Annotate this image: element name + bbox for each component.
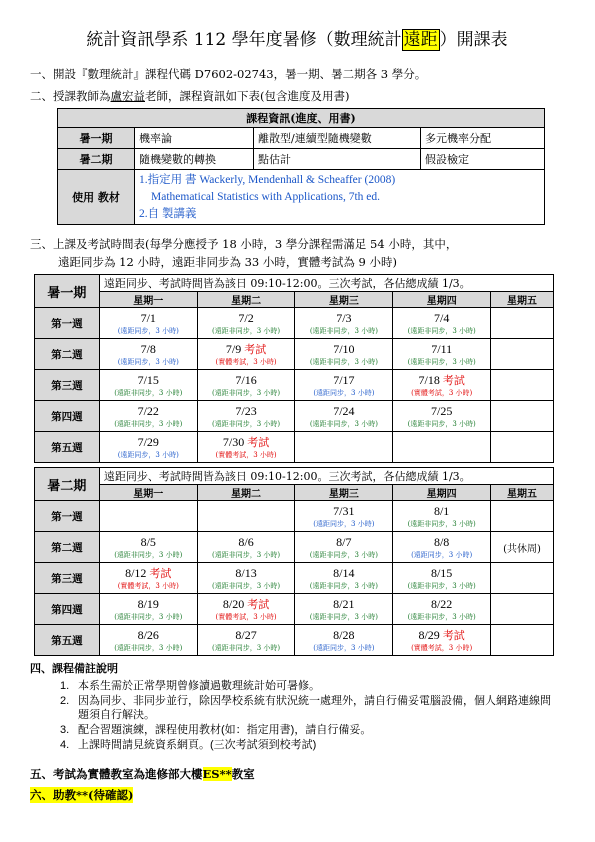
schedule-cell xyxy=(295,625,393,656)
class-date xyxy=(295,597,392,612)
class-date xyxy=(100,597,197,612)
section-4-heading: 四、課程備註說明 xyxy=(30,662,118,675)
term-label: 暑二期 xyxy=(35,468,100,501)
class-date xyxy=(393,566,490,581)
info-term-2-topic-c: 假設檢定 xyxy=(421,149,545,170)
session-type-note: (遠距非同步，3 小時) xyxy=(407,357,476,366)
schedule-cell xyxy=(393,532,491,563)
schedule-cell xyxy=(491,370,554,401)
schedule-term-2-table xyxy=(34,467,554,656)
date-text: 7/23 xyxy=(235,403,257,418)
schedule-cell xyxy=(99,594,197,625)
date-text: 8/5 xyxy=(140,534,156,549)
schedule-cell xyxy=(393,563,491,594)
date-text: 7/4 xyxy=(434,310,450,325)
weekday-header: 星期三 xyxy=(295,485,393,501)
class-date xyxy=(198,597,295,612)
schedule-cell xyxy=(295,532,393,563)
class-date xyxy=(295,628,392,643)
exam-room: ES** xyxy=(202,767,232,781)
schedule-cell xyxy=(295,401,393,432)
date-text: 8/13 xyxy=(235,565,257,580)
section-5-post: 教室 xyxy=(231,767,255,781)
schedule-cell xyxy=(295,501,393,532)
session-type-note: (實體考試，3 小時) xyxy=(411,388,473,397)
date-text: 7/15 xyxy=(137,372,159,387)
class-date xyxy=(100,628,197,643)
schedule-cell xyxy=(197,625,295,656)
schedule-cell xyxy=(491,532,554,563)
session-type-note: (遠距非同步，3 小時) xyxy=(114,388,183,397)
textbook-cell xyxy=(135,170,545,225)
schedule-cell xyxy=(197,370,295,401)
session-type-note: (實體考試，3 小時) xyxy=(117,581,179,590)
weekday-header: 星期二 xyxy=(197,292,295,308)
schedule-cell xyxy=(393,370,491,401)
textbook-line-1: 1.指定用 書 Wackerly, Mendenhall & Scheaffer (2008) xyxy=(139,173,396,186)
class-date xyxy=(393,535,490,550)
date-text: 7/2 xyxy=(238,310,254,325)
date-text: 7/18 xyxy=(418,372,440,387)
exam-marker: 考試 xyxy=(247,435,270,449)
date-text: 7/29 xyxy=(137,434,159,449)
note-number: 2. xyxy=(60,695,70,707)
page-title xyxy=(62,26,532,54)
date-text: 8/6 xyxy=(238,534,254,549)
date-text: 7/17 xyxy=(333,372,355,387)
info-term-2-topic-b: 點估計 xyxy=(254,149,421,170)
title-suffix: ）開課表 xyxy=(439,30,508,50)
date-text: 7/10 xyxy=(333,341,355,356)
week-label: 第三週 xyxy=(35,563,100,594)
session-type-note: (遠距同步，3 小時) xyxy=(117,326,179,335)
date-text: 7/11 xyxy=(431,341,453,356)
weekday-header: 星期五 xyxy=(491,485,554,501)
term-info: 遠距同步、考試時間皆為該日 09:10-12:00。三次考試，各佔總成績 1/3。 xyxy=(99,468,553,485)
date-text: 8/15 xyxy=(430,565,453,580)
session-type-note: (遠距非同步，3 小時) xyxy=(407,519,476,528)
section-2-post: 老師，課程資訊如下表(包含進度及用書) xyxy=(145,89,350,103)
session-type-note: (遠距非同步，3 小時) xyxy=(407,581,476,590)
schedule-cell xyxy=(197,501,295,532)
session-type-note: (遠距非同步，3 小時) xyxy=(212,388,281,397)
schedule-cell xyxy=(295,339,393,370)
title-text: 統計資訊學系 112 學年度暑修（數理統計 xyxy=(86,30,402,50)
schedule-cell xyxy=(393,401,491,432)
class-date xyxy=(100,435,197,450)
section-3-line-2: 遠距同步為 12 小時，遠距非同步為 33 小時，實體考試為 9 小時) xyxy=(58,255,397,269)
session-type-note: (遠距非同步，3 小時) xyxy=(114,612,183,621)
note-text: 因為同步、非同步並行，除因學校系統有狀況統一處理外，請自行備妥電腦設備，個人網路連線問題須自行解決。 xyxy=(78,695,551,721)
textbook-label: 使用 教材 xyxy=(58,170,135,225)
schedule-cell xyxy=(393,308,491,339)
info-term-1-topic-a: 機率論 xyxy=(135,128,254,149)
note-text: 配合習題演練，課程使用教材(如：指定用書)，請自行備妥。 xyxy=(78,724,372,736)
course-info-header: 課程資訊(進度、用書) xyxy=(58,109,545,128)
class-date xyxy=(393,597,490,612)
teacher-name: 盧宏益 xyxy=(110,89,145,103)
schedule-cell xyxy=(295,370,393,401)
date-text: 7/30 xyxy=(222,434,245,449)
schedule-cell xyxy=(197,532,295,563)
session-type-note: (遠距同步，3 小時) xyxy=(117,357,179,366)
date-text: 8/27 xyxy=(235,627,257,642)
schedule-cell xyxy=(393,501,491,532)
schedule-cell xyxy=(491,563,554,594)
schedule-cell xyxy=(99,563,197,594)
exam-marker: 考試 xyxy=(149,566,172,580)
class-date xyxy=(393,311,490,326)
exam-marker: 考試 xyxy=(244,342,267,356)
section-1: 一、開設『數理統計』課程代碼 D7602-02743，暑一期、暑二期各 3 學分。 xyxy=(30,67,427,81)
class-date xyxy=(100,342,197,357)
date-text: 8/7 xyxy=(336,534,352,549)
class-date xyxy=(198,342,295,357)
class-date xyxy=(393,373,490,388)
schedule-cell xyxy=(99,625,197,656)
date-text: 8/14 xyxy=(333,565,355,580)
class-date xyxy=(393,342,490,357)
date-text: 8/22 xyxy=(430,596,453,611)
session-type-note: (遠距同步，3 小時) xyxy=(117,450,179,459)
weekday-header: 星期一 xyxy=(99,485,197,501)
section-3-line-1: 三、上課及考試時間表(每學分應授予 18 小時，3 學分課程需滿足 54 小時，其中， xyxy=(30,237,458,251)
schedule-cell xyxy=(393,339,491,370)
session-type-note: (遠距非同步，3 小時) xyxy=(212,326,281,335)
class-date xyxy=(100,404,197,419)
date-text: 7/25 xyxy=(431,403,453,418)
class-date xyxy=(295,404,392,419)
class-date xyxy=(198,404,295,419)
note-text: 本系生需於正常學期曾修讀過數理統計始可暑修。 xyxy=(78,680,320,692)
date-text: 8/8 xyxy=(433,534,450,549)
schedule-cell xyxy=(197,401,295,432)
session-type-note: (遠距非同步，3 小時) xyxy=(309,550,378,559)
section-6: 六、助教**(待確認) xyxy=(30,788,134,802)
schedule-cell xyxy=(295,308,393,339)
note-text: 上課時間請見統資系網頁。(三次考試須到校考試) xyxy=(78,739,317,751)
schedule-cell xyxy=(197,594,295,625)
session-type-note: (遠距非同步，3 小時) xyxy=(407,419,476,428)
class-date xyxy=(100,373,197,388)
class-date xyxy=(295,566,392,581)
schedule-cell xyxy=(491,308,554,339)
note-number: 1. xyxy=(60,680,70,692)
exam-marker: 考試 xyxy=(247,597,270,611)
date-text: 8/28 xyxy=(333,627,355,642)
date-text: 8/29 xyxy=(418,627,440,642)
note-item xyxy=(60,723,560,737)
session-type-note: (遠距非同步，3 小時) xyxy=(309,581,378,590)
week-label: 第一週 xyxy=(35,308,100,339)
schedule-cell xyxy=(491,432,554,463)
date-text: 8/21 xyxy=(333,596,355,611)
course-notes-list xyxy=(60,679,560,753)
date-text: 7/1 xyxy=(140,310,156,325)
info-term-1-label: 暑一期 xyxy=(58,128,135,149)
section-5-pre: 五、考試為實體教室為進修部大樓 xyxy=(30,767,203,781)
exam-marker: 考試 xyxy=(442,628,465,642)
session-type-note: (遠距同步，3 小時) xyxy=(313,388,375,397)
date-text: 7/8 xyxy=(140,341,156,356)
date-text: 7/3 xyxy=(336,310,352,325)
class-date xyxy=(295,535,392,550)
schedule-cell xyxy=(99,339,197,370)
note-item xyxy=(60,679,560,693)
schedule-cell xyxy=(393,594,491,625)
note-number: 3. xyxy=(60,724,70,736)
date-text: 7/16 xyxy=(235,372,257,387)
class-date xyxy=(393,504,490,519)
note-number: 4. xyxy=(60,739,70,751)
textbook-line-3: 2.自 製講義 xyxy=(139,207,197,220)
schedule-cell xyxy=(197,432,295,463)
date-text: 7/31 xyxy=(333,503,355,518)
schedule-cell xyxy=(295,432,393,463)
class-date xyxy=(295,311,392,326)
session-type-note: (遠距非同步，3 小時) xyxy=(407,612,476,621)
session-type-note: (遠距非同步，3 小時) xyxy=(211,581,281,590)
textbook-line-2: Mathematical Statistics with Applications, 7th ed. xyxy=(151,190,381,203)
schedule-cell xyxy=(99,432,197,463)
schedule-cell xyxy=(295,594,393,625)
date-text: 8/20 xyxy=(222,596,245,611)
section-2-pre: 二、授課教師為 xyxy=(30,89,111,103)
class-date xyxy=(295,504,392,519)
weekday-header: 星期三 xyxy=(295,292,393,308)
weekday-header: 星期四 xyxy=(393,292,491,308)
class-date xyxy=(198,373,295,388)
schedule-cell xyxy=(99,401,197,432)
title-highlight: 遠距 xyxy=(403,30,438,50)
date-text: 8/1 xyxy=(433,503,450,518)
session-type-note: (遠距非同步，3 小時) xyxy=(211,643,281,652)
weekday-header: 星期四 xyxy=(393,485,491,501)
date-text: 7/24 xyxy=(333,403,355,418)
note-item xyxy=(60,694,560,722)
schedule-cell xyxy=(99,532,197,563)
schedule-cell xyxy=(99,370,197,401)
note-item xyxy=(60,738,560,752)
schedule-cell xyxy=(197,339,295,370)
schedule-cell xyxy=(491,339,554,370)
schedule-cell xyxy=(197,308,295,339)
session-type-note: (遠距非同步，3 小時) xyxy=(309,357,378,366)
week-label: 第四週 xyxy=(35,401,100,432)
session-type-note: (遠距非同步，3 小時) xyxy=(407,326,476,335)
session-type-note: (實體考試，3 小時) xyxy=(215,357,277,366)
schedule-term-1-table xyxy=(34,274,554,463)
schedule-cell xyxy=(491,594,554,625)
schedule-cell xyxy=(99,501,197,532)
section-5 xyxy=(30,766,255,782)
week-label: 第三週 xyxy=(35,370,100,401)
date-text: 8/19 xyxy=(137,596,159,611)
section-2 xyxy=(30,88,349,104)
weekday-header: 星期五 xyxy=(491,292,554,308)
schedule-cell xyxy=(491,401,554,432)
date-text: 8/12 xyxy=(125,565,147,580)
week-label: 第二週 xyxy=(35,339,100,370)
session-type-note: (遠距同步，3 小時) xyxy=(313,643,375,652)
class-date xyxy=(100,535,197,550)
info-term-1-topic-b: 離散型/連續型隨機變數 xyxy=(254,128,421,149)
info-term-2-label: 暑二期 xyxy=(58,149,135,170)
class-date xyxy=(100,566,197,581)
term-info: 遠距同步、考試時間皆為該日 09:10-12:00。三次考試，各佔總成績 1/3。 xyxy=(99,275,553,292)
class-date xyxy=(295,373,392,388)
session-type-note: (實體考試，3 小時) xyxy=(411,643,473,652)
course-info-table xyxy=(57,108,545,225)
class-date xyxy=(198,435,295,450)
session-type-note: (實體考試，3 小時) xyxy=(215,450,277,459)
exam-marker: 考試 xyxy=(442,373,465,387)
week-label: 第五週 xyxy=(35,625,100,656)
schedule-cell xyxy=(99,308,197,339)
schedule-cell xyxy=(491,625,554,656)
class-date xyxy=(198,535,295,550)
date-text: 7/9 xyxy=(225,341,242,356)
session-type-note: (遠距非同步，3 小時) xyxy=(309,326,378,335)
schedule-cell xyxy=(295,563,393,594)
session-type-note: (遠距非同步，3 小時) xyxy=(114,550,183,559)
schedule-cell xyxy=(491,501,554,532)
class-date xyxy=(295,342,392,357)
date-text: 8/26 xyxy=(137,627,159,642)
holiday-note: (共休周) xyxy=(503,543,541,555)
session-type-note: (遠距非同步，3 小時) xyxy=(309,612,378,621)
class-date xyxy=(198,311,295,326)
class-date xyxy=(198,628,295,643)
term-label: 暑一期 xyxy=(35,275,100,308)
session-type-note: (遠距非同步，3 小時) xyxy=(114,643,183,652)
session-type-note: (遠距非同步，3 小時) xyxy=(212,419,281,428)
session-type-note: (遠距非同步，3 小時) xyxy=(211,550,281,559)
info-term-1-topic-c: 多元機率分配 xyxy=(421,128,545,149)
session-type-note: (遠距非同步，3 小時) xyxy=(114,419,183,428)
week-label: 第二週 xyxy=(35,532,100,563)
session-type-note: (遠距同步，3 小時) xyxy=(313,519,375,528)
week-label: 第四週 xyxy=(35,594,100,625)
schedule-cell xyxy=(393,432,491,463)
class-date xyxy=(198,566,295,581)
schedule-cell xyxy=(393,625,491,656)
date-text: 7/22 xyxy=(137,403,159,418)
class-date xyxy=(393,628,490,643)
week-label: 第五週 xyxy=(35,432,100,463)
info-term-2-topic-a: 隨機變數的轉換 xyxy=(135,149,254,170)
schedule-cell xyxy=(197,563,295,594)
week-label: 第一週 xyxy=(35,501,100,532)
session-type-note: (遠距同步，3 小時) xyxy=(411,550,473,559)
class-date xyxy=(100,311,197,326)
class-date xyxy=(393,404,490,419)
weekday-header: 星期一 xyxy=(99,292,197,308)
session-type-note: (遠距非同步，3 小時) xyxy=(309,419,378,428)
session-type-note: (實體考試，3 小時) xyxy=(215,612,277,621)
weekday-header: 星期二 xyxy=(197,485,295,501)
